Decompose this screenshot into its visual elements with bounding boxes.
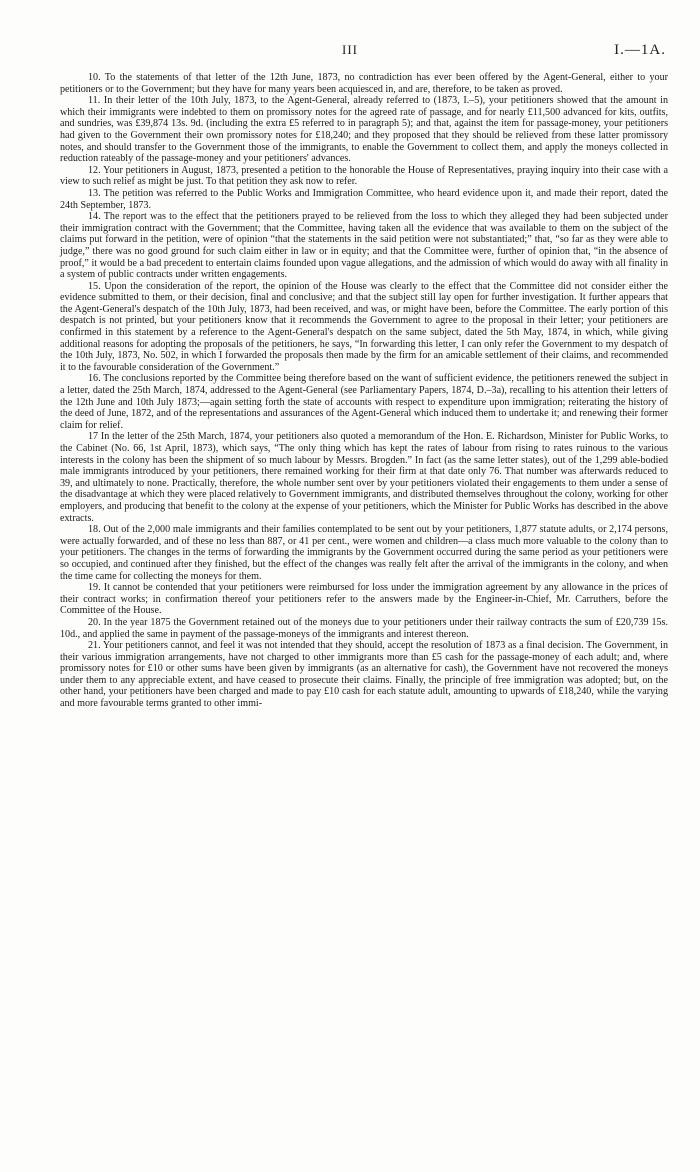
paragraph-13: 13. The petition was referred to the Public Works and Immigration Committee, who heard evidence upon it, and made their report, dated the 24th September, 1873.	[60, 187, 668, 211]
paragraph-14: 14. The report was to the effect that the petitioners prayed to be relieved from the loss to which they alleged they had been subjected under their immigration contract with the Government; that the Committee, having taken all the evidence that was available to them on the subject of the claims put forward in the petition, were of opinion “that the statements in the said petition were not substantiated;” that, “so far as they were able to judge,” there was no good ground for such claim either in law or in equity; and that the Committee were, further of opinion that, “in the absence of proof,” it would be a bad precedent to entertain claims founded upon vague allegations, and the admission of which would do away with all finality in a system of public contracts under written engagements.	[60, 211, 668, 281]
paragraph-15: 15. Upon the consideration of the report, the opinion of the House was clearly to the effect that the Committee did not consider either the evidence submitted to them, or their decision, final and conclusive; and that the subject still lay open for further investigation. It further appears that the Agent-General's despatch of the 10th July, 1873, had been received, and was, or might have been, before the Committee. The early portion of this despatch is not printed, but your petitioners know that it recommends the Government to agree to the proposal in their letter; your petitioners are confirmed in this statement by a reference to the Agent-General's despatch on the same subject, dated the 5th May, 1874, in which, while giving additional reasons for adopting the proposals of the petitioners, he says, “In forwarding this letter, I can only refer the Government to my despatch of the 10th July, 1873, No. 502, in which I forwarded the proposals then made by the firm for an amicable settlement of their claims, and recommended it to the favourable consideration of the Government.”	[60, 280, 668, 373]
paragraph-16: 16. The conclusions reported by the Committee being therefore based on the want of sufficient evidence, the petitioners renewed the subject in a letter, dated the 25th March, 1874, addressed to the Agent-General (see Parliamentary Papers, 1874, D.–3a), recalling to his attention their letters of the 12th June and 10th July 1873;—again setting forth the state of accounts with respect to expenditure upon immigration; reiterating the history of the deed of June, 1872, and of the representations and assurances of the Agent-General which induced them to undertake it; and renewing their former claim for relief.	[60, 373, 668, 431]
paragraph-18: 18. Out of the 2,000 male immigrants and their families contemplated to be sent out by your petitioners, 1,877 statute adults, or 2,174 persons, were actually forwarded, and of these no less than 887, or 41 per cent., were women and children—a class much more valuable to the colony than to your petitioners. The changes in the terms of forwarding the immigrants by the Government occurred during the same period as your petitioners were so occupied, and continued after they finished, but the effect of the changes was really felt after the arrival of the immigrants in the colony, and when the time came for collecting the moneys for them.	[60, 524, 668, 582]
paragraph-20: 20. In the year 1875 the Government retained out of the moneys due to your petitioners under their railway contracts the sum of £20,739 15s. 10d., and applied the same in payment of the passage-moneys of the immigrants and interest thereon.	[60, 616, 668, 640]
paragraph-21: 21. Your petitioners cannot, and feel it was not intended that they should, accept the resolution of 1873 as a final decision. The Government, in their various immigration arrangements, have not charged to other immigrants more than £5 cash for the passage-money of each adult; and, where promissory notes for £10 or other sums have been given by immigrants (as an alternative for cash), the Government have not recovered the moneys under them to any appreciable extent, and have ceased to prosecute their claims. Finally, the principle of free immigration was adopted; but, on the other hand, your petitioners have been charged and made to pay £10 cash for each statute adult, amounting to upwards of £18,240, while the varying and more favourable terms granted to other immi-	[60, 640, 668, 710]
page-number: III	[342, 42, 358, 57]
paragraph-10: 10. To the statements of that letter of the 12th June, 1873, no contradiction has ever been offered by the Agent-General, either to your petitioners or to the Government; but they have for many years been acquiesced in, and are, therefore, to be taken as proved.	[60, 72, 668, 95]
paragraph-12: 12. Your petitioners in August, 1873, presented a petition to the honorable the House of Representatives, praying inquiry into their case with a view to such relief as might be just. To that petition they ask now to refer.	[60, 164, 668, 188]
paragraph-11: 11. In their letter of the 10th July, 1873, to the Agent-General, already referred to (1873, I.–5), your petitioners showed that the amount in which their immigrants were indebted to them on promissory notes for the agreed rate of passage, and for nearly £11,500 advanced for kits, outfits, and sundries, was £39,874 13s. 9d. (including the extra £5 referred to in paragraph 5); and that, against the item for passage-money, your petitioners had given to the Government their own promissory notes for £18,240; and they proposed that they should be relieved from these latter promissory notes, and should transfer to the Government those of the immigrants, to enable the Government to collect them, and apply the moneys collected in reduction rateably of the passage-money and your petitioners' advances.	[60, 95, 668, 165]
paragraph-17: 17 In the letter of the 25th March, 1874, your petitioners also quoted a memorandum of the Hon. E. Richardson, Minister for Public Works, to the Cabinet (No. 66, 1st April, 1873), which says, “The only thing which has kept the rates of labour from rising to rates ruinous to the various interests in the colony has been the shipment of so much labour by Messrs. Brogden.” In fact (as the same letter states), out of the 1,299 able-bodied male immigrants introduced by your petitioners, there remained working for their firm at that date only 76. That number was afterwards reduced to 39, and ultimately to none. Practically, therefore, the whole number sent over by your petitioners violated their engagements to them under a sense of the disadvantage at which they were placed relatively to Government immigrants, and distributed themselves throughout the colony, working for other employers, and producing that benefit to the colony at the expense of your petitioners, which the Minister for Public Works has described in the above extracts.	[60, 431, 668, 524]
document-reference: I.—1A.	[614, 42, 666, 58]
paragraph-19: 19. It cannot be contended that your petitioners were reimbursed for loss under the immigration agreement by any allowance in the prices of their contract works; in confirmation thereof your petitioners refer to the answers made by the Engineer-in-Chief, Mr. Carruthers, before the Committee of the House.	[60, 582, 668, 617]
page-header	[0, 42, 700, 58]
document-body	[60, 72, 668, 710]
